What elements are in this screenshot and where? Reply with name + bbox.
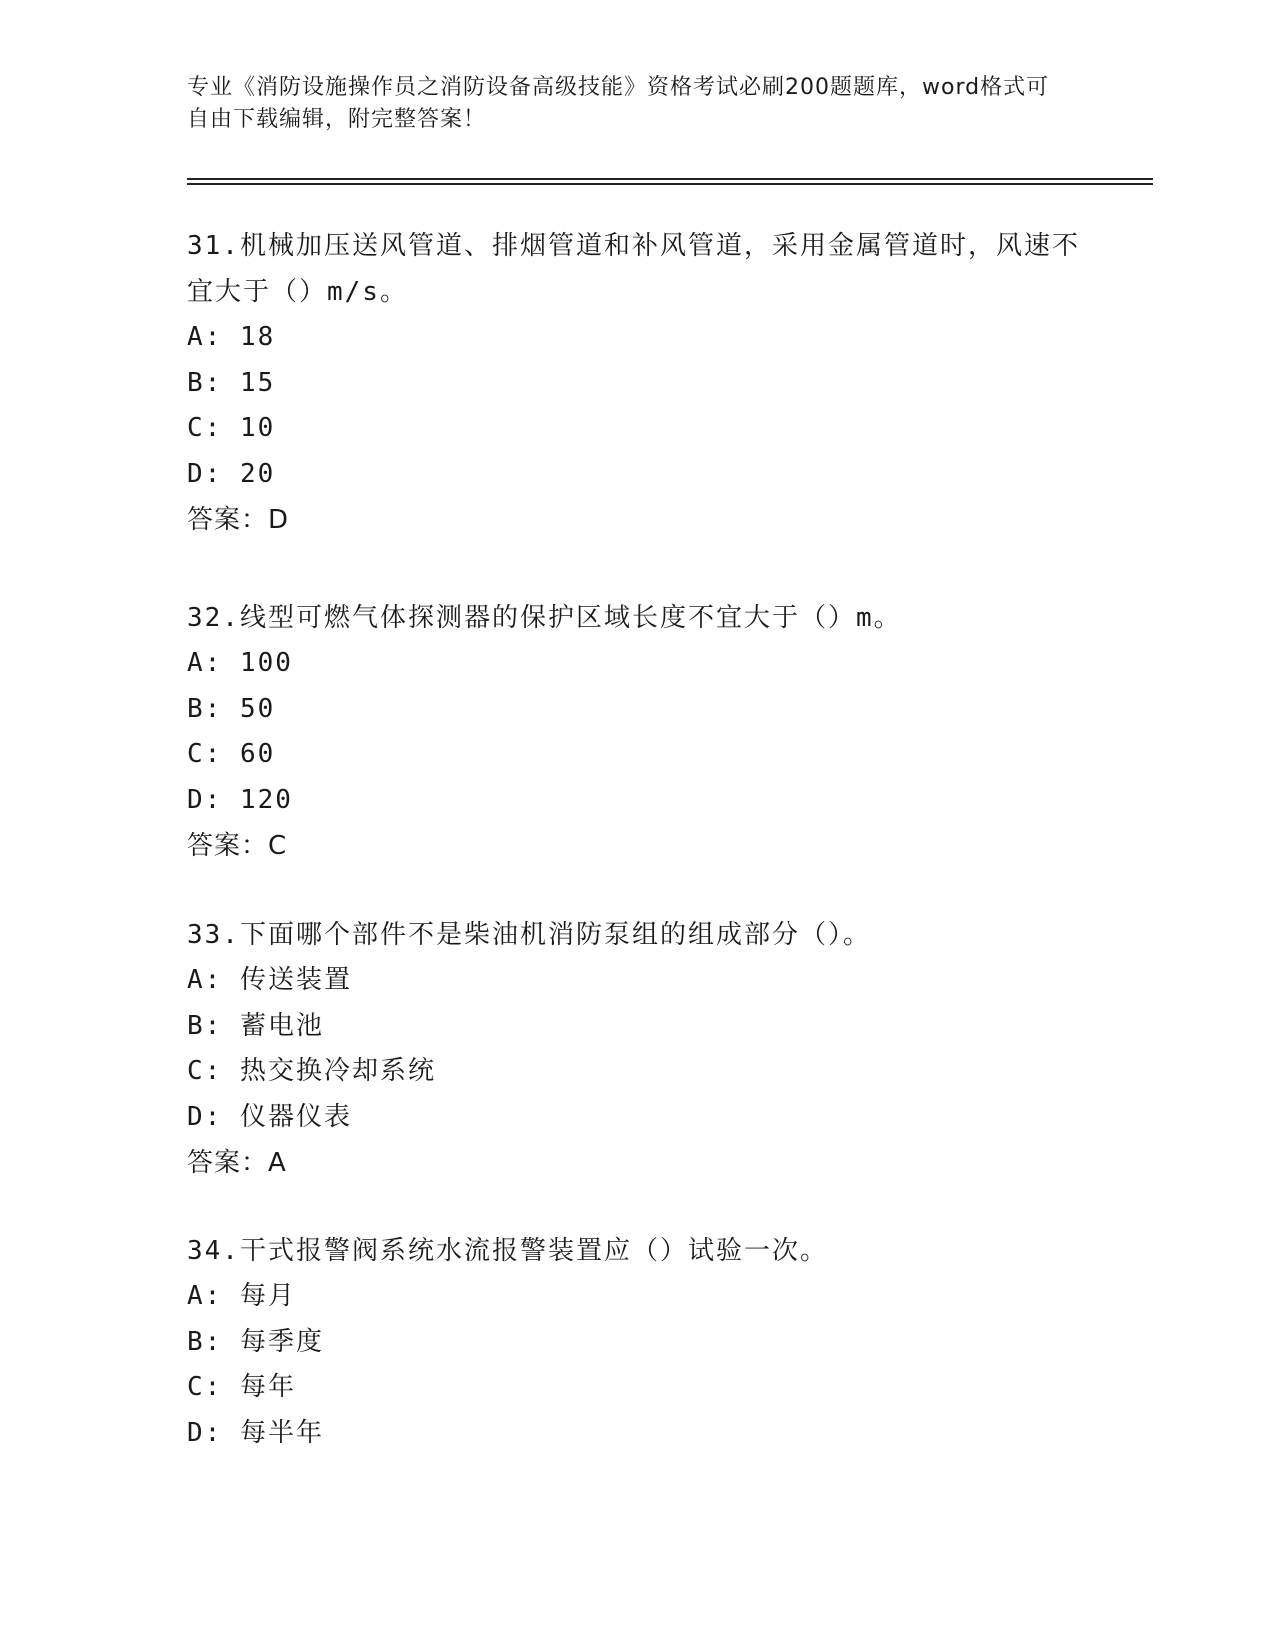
question-31 [187,223,1087,543]
rule-line-bottom [187,183,1153,185]
option-a: A: 每月 [187,1281,296,1311]
answer-line: 答案：D [187,505,290,535]
question-stem: 34.干式报警阀系统水流报警装置应（）试验一次。 [187,1236,828,1266]
option-c: C: 60 [187,739,276,769]
option-b: B: 50 [187,693,276,724]
option-d: D: 20 [187,458,276,489]
option-a: A: 18 [187,322,276,352]
question-stem: 32.线型可燃气体探测器的保护区域长度不宜大于（）m。 [187,603,902,633]
option-b: B: 15 [187,367,276,398]
option-a: A: 100 [187,648,293,678]
question-stem: 33.下面哪个部件不是柴油机消防泵组的组成部分（）。 [187,920,871,950]
option-b: B: 每季度 [187,1326,324,1357]
answer-line: 答案：A [187,1148,287,1178]
option-c: C: 每年 [187,1372,296,1402]
document-intro: 专业《消防设施操作员之消防设备高级技能》资格考试必刷200题题库，word格式可自由下载编辑，附完整答案！ [187,75,1050,132]
option-b: B: 蓄电池 [187,1010,324,1041]
option-d: D: 仪器仪表 [187,1101,352,1132]
option-a: A: 传送装置 [187,965,352,995]
rule-line-top [187,178,1153,180]
question-32 [187,595,1087,869]
option-d: D: 120 [187,784,293,815]
question-33 [187,912,1087,1186]
header-double-rule [187,178,1153,185]
question-stem: 31.机械加压送风管道、排烟管道和补风管道，采用金属管道时，风速不宜大于（）m/s。 [187,231,1080,307]
option-d: D: 每半年 [187,1417,324,1448]
option-c: C: 热交换冷却系统 [187,1056,436,1086]
option-c: C: 10 [187,413,276,443]
answer-line: 答案：C [187,831,288,861]
question-34 [187,1228,1087,1456]
